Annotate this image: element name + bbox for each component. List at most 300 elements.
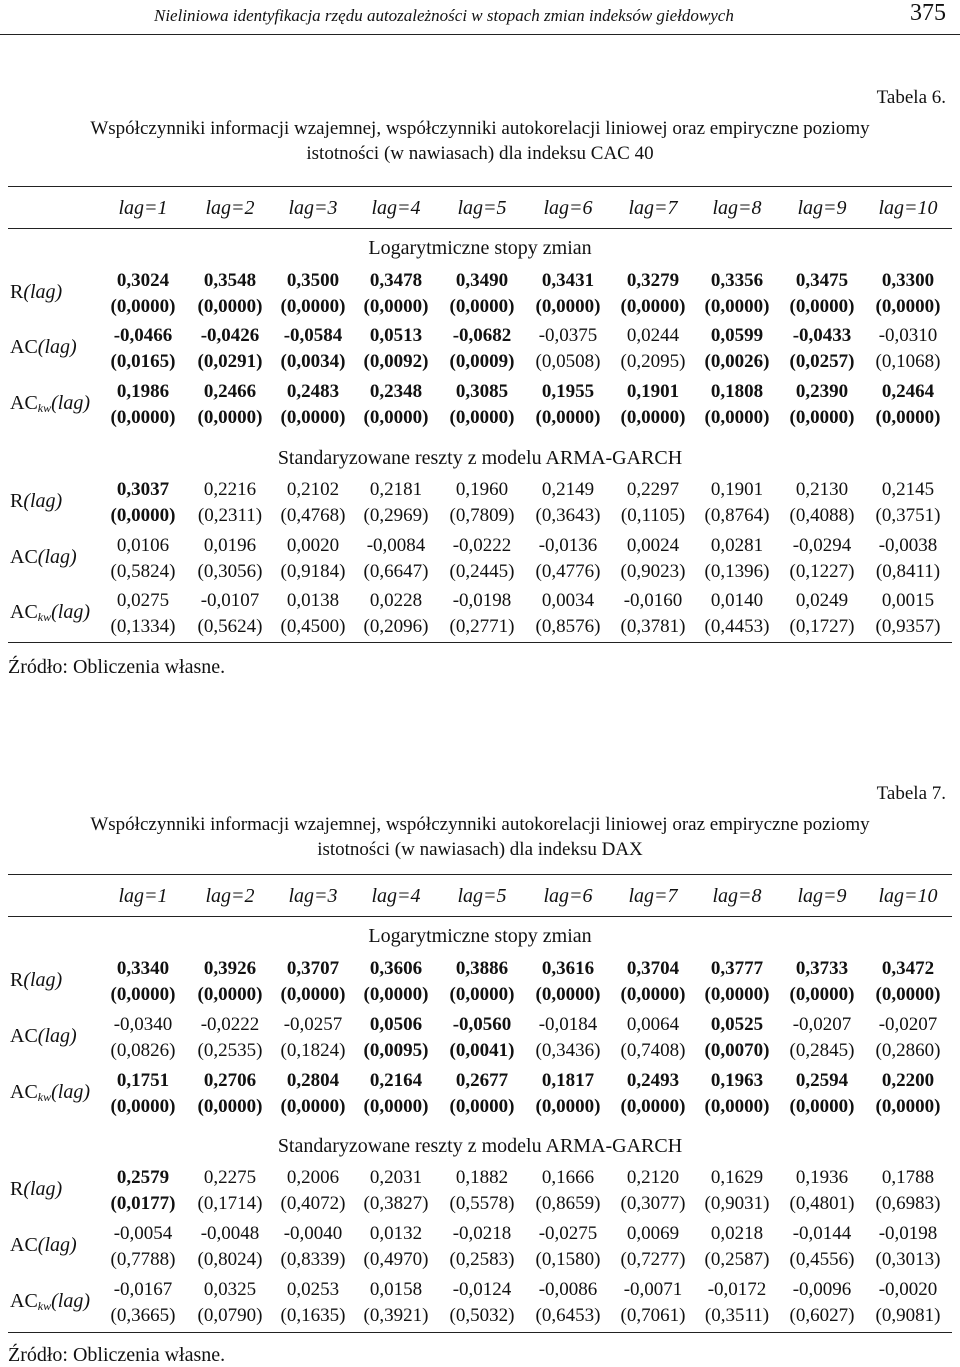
section-title: Logarytmiczne stopy zmian [368, 925, 592, 947]
row-label-argument: (lag) [23, 490, 63, 512]
p-value-cell: (0,0000) [535, 296, 601, 317]
table-caption-line: istotności (w nawiasach) dla indeksu DAX [317, 839, 643, 860]
row-label [10, 546, 77, 569]
lag-header-cell: lag=10 [878, 197, 938, 219]
coefficient-cell: -0,0184 [538, 1014, 598, 1035]
p-value-cell: (0,0826) [110, 1040, 176, 1061]
coefficient-cell: -0,0207 [878, 1014, 938, 1035]
row-label-subscript: kw [37, 1090, 52, 1104]
coefficient-cell: -0,0172 [707, 1279, 767, 1300]
row-label [10, 1290, 90, 1314]
p-value-cell: (0,0000) [535, 984, 601, 1005]
coefficient-cell: 0,0138 [286, 590, 340, 611]
p-value-cell: (0,3077) [620, 1193, 686, 1214]
coefficient-cell: 0,0034 [541, 590, 595, 611]
row-label-symbol: R [10, 490, 24, 512]
p-value-cell: (0,0000) [620, 296, 686, 317]
coefficient-cell: 0,3886 [455, 958, 509, 979]
p-value-cell: (0,0034) [280, 351, 346, 372]
p-value-cell: (0,0165) [110, 351, 176, 372]
p-value-cell: (0,0026) [704, 351, 770, 372]
coefficient-cell: -0,0198 [452, 590, 512, 611]
coefficient-cell: -0,0144 [792, 1223, 852, 1244]
row-label-argument: (lag) [37, 546, 77, 568]
coefficient-cell: 0,1901 [626, 381, 680, 402]
p-value-cell: (0,7788) [110, 1249, 176, 1270]
row-label-argument: (lag) [23, 969, 63, 991]
row-label [10, 601, 90, 625]
p-value-cell: (0,0257) [789, 351, 855, 372]
p-value-cell: (0,3827) [363, 1193, 429, 1214]
coefficient-cell: 0,0325 [203, 1279, 257, 1300]
table-rule [8, 874, 952, 875]
coefficient-cell: 0,2216 [203, 479, 257, 500]
p-value-cell: (0,0000) [110, 407, 176, 428]
row-label-argument: (lag) [37, 336, 77, 358]
coefficient-cell: 0,2348 [369, 381, 423, 402]
p-value-cell: (0,5578) [449, 1193, 515, 1214]
coefficient-cell: 0,0281 [710, 535, 764, 556]
coefficient-cell: 0,1629 [710, 1167, 764, 1188]
coefficient-cell: 0,3024 [116, 270, 170, 291]
p-value-cell: (0,4776) [535, 561, 601, 582]
coefficient-cell: -0,0466 [113, 325, 173, 346]
coefficient-cell: -0,0222 [200, 1014, 260, 1035]
p-value-cell: (0,4072) [280, 1193, 346, 1214]
p-value-cell: (0,0000) [280, 296, 346, 317]
p-value-cell: (0,1396) [704, 561, 770, 582]
coefficient-cell: -0,0294 [792, 535, 852, 556]
p-value-cell: (0,0790) [197, 1305, 263, 1326]
coefficient-cell: 0,2804 [286, 1070, 340, 1091]
coefficient-cell: 0,2297 [626, 479, 680, 500]
p-value-cell: (0,0000) [535, 407, 601, 428]
p-value-cell: (0,0000) [110, 296, 176, 317]
p-value-cell: (0,8764) [704, 505, 770, 526]
p-value-cell: (0,0000) [704, 1096, 770, 1117]
p-value-cell: (0,2311) [197, 505, 263, 526]
coefficient-cell: 0,0253 [286, 1279, 340, 1300]
page-number: 375 [910, 0, 946, 26]
p-value-cell: (0,2860) [875, 1040, 941, 1061]
coefficient-cell: 0,1882 [455, 1167, 509, 1188]
p-value-cell: (0,0000) [363, 296, 429, 317]
lag-header-cell: lag=8 [712, 197, 762, 219]
coefficient-cell: 0,2102 [286, 479, 340, 500]
p-value-cell: (0,9184) [280, 561, 346, 582]
p-value-cell: (0,0000) [363, 1096, 429, 1117]
p-value-cell: (0,0000) [789, 1096, 855, 1117]
row-label-symbol: AC [10, 601, 38, 623]
coefficient-cell: 0,2031 [369, 1167, 423, 1188]
coefficient-cell: 0,3478 [369, 270, 423, 291]
p-value-cell: (0,4088) [789, 505, 855, 526]
coefficient-cell: -0,0020 [878, 1279, 938, 1300]
p-value-cell: (0,0000) [620, 1096, 686, 1117]
coefficient-cell: -0,0071 [623, 1279, 683, 1300]
row-label-subscript: kw [37, 1299, 52, 1313]
p-value-cell: (0,0000) [875, 984, 941, 1005]
p-value-cell: (0,0000) [280, 984, 346, 1005]
coefficient-cell: -0,0136 [538, 535, 598, 556]
coefficient-cell: -0,0048 [200, 1223, 260, 1244]
coefficient-cell: 0,0015 [881, 590, 935, 611]
coefficient-cell: 0,2149 [541, 479, 595, 500]
lag-header-cell: lag=1 [118, 197, 168, 219]
p-value-cell: (0,1635) [280, 1305, 346, 1326]
p-value-cell: (0,7277) [620, 1249, 686, 1270]
coefficient-cell: 0,0275 [116, 590, 170, 611]
coefficient-cell: -0,0218 [452, 1223, 512, 1244]
p-value-cell: (0,7061) [620, 1305, 686, 1326]
table-rule [8, 228, 952, 229]
p-value-cell: (0,0000) [875, 407, 941, 428]
lag-header-cell: lag=10 [878, 885, 938, 907]
coefficient-cell: 0,2275 [203, 1167, 257, 1188]
table-number: Tabela 7. [876, 783, 946, 804]
coefficient-cell: 0,1788 [881, 1167, 935, 1188]
p-value-cell: (0,8576) [535, 616, 601, 637]
row-label-symbol: AC [10, 1290, 38, 1312]
p-value-cell: (0,0000) [620, 984, 686, 1005]
lag-header-cell: lag=4 [371, 885, 421, 907]
p-value-cell: (0,3665) [110, 1305, 176, 1326]
lag-header-cell: lag=5 [457, 885, 507, 907]
p-value-cell: (0,2445) [449, 561, 515, 582]
p-value-cell: (0,0000) [535, 1096, 601, 1117]
section-title: Standaryzowane reszty z modelu ARMA-GARCH [277, 1135, 683, 1157]
coefficient-cell: -0,0560 [452, 1014, 512, 1035]
p-value-cell: (0,0000) [449, 296, 515, 317]
p-value-cell: (0,0000) [197, 296, 263, 317]
coefficient-cell: -0,0375 [538, 325, 598, 346]
coefficient-cell: -0,0222 [452, 535, 512, 556]
p-value-cell: (0,6453) [535, 1305, 601, 1326]
row-label [10, 336, 77, 359]
coefficient-cell: 0,3548 [203, 270, 257, 291]
p-value-cell: (0,0000) [704, 407, 770, 428]
coefficient-cell: 0,3340 [116, 958, 170, 979]
p-value-cell: (0,4500) [280, 616, 346, 637]
coefficient-cell: 0,1963 [710, 1070, 764, 1091]
coefficient-cell: 0,1808 [710, 381, 764, 402]
coefficient-cell: 0,0069 [626, 1223, 680, 1244]
row-label-symbol: R [10, 969, 24, 991]
p-value-cell: (0,0070) [704, 1040, 770, 1061]
p-value-cell: (0,0000) [280, 1096, 346, 1117]
row-label-subscript: kw [37, 401, 52, 415]
section-title: Standaryzowane reszty z modelu ARMA-GARCH [277, 447, 683, 469]
coefficient-cell: 0,1960 [455, 479, 509, 500]
p-value-cell: (0,4768) [280, 505, 346, 526]
coefficient-cell: 0,3704 [626, 958, 680, 979]
p-value-cell: (0,0000) [363, 984, 429, 1005]
row-label-argument: (lag) [51, 601, 91, 623]
coefficient-cell: -0,0096 [792, 1279, 852, 1300]
coefficient-cell: 0,3279 [626, 270, 680, 291]
p-value-cell: (0,8024) [197, 1249, 263, 1270]
row-label-argument: (lag) [51, 392, 91, 414]
coefficient-cell: 0,2006 [286, 1167, 340, 1188]
coefficient-cell: -0,0310 [878, 325, 938, 346]
coefficient-cell: -0,0257 [283, 1014, 343, 1035]
coefficient-cell: 0,3707 [286, 958, 340, 979]
p-value-cell: (0,0000) [110, 1096, 176, 1117]
coefficient-cell: -0,0084 [366, 535, 426, 556]
coefficient-cell: 0,0140 [710, 590, 764, 611]
p-value-cell: (0,5624) [197, 616, 263, 637]
row-label-argument: (lag) [37, 1025, 77, 1047]
coefficient-cell: 0,2706 [203, 1070, 257, 1091]
coefficient-cell: 0,2164 [369, 1070, 423, 1091]
coefficient-cell: 0,0249 [795, 590, 849, 611]
p-value-cell: (0,1714) [197, 1193, 263, 1214]
row-label-symbol: R [10, 281, 24, 303]
p-value-cell: (0,0000) [789, 984, 855, 1005]
coefficient-cell: 0,1817 [541, 1070, 595, 1091]
p-value-cell: (0,0000) [197, 407, 263, 428]
coefficient-cell: 0,2466 [203, 381, 257, 402]
coefficient-cell: -0,0682 [452, 325, 512, 346]
p-value-cell: (0,0000) [449, 984, 515, 1005]
row-label [10, 969, 62, 992]
p-value-cell: (0,1105) [620, 505, 686, 526]
coefficient-cell: 0,3606 [369, 958, 423, 979]
coefficient-cell: -0,0275 [538, 1223, 598, 1244]
p-value-cell: (0,4801) [789, 1193, 855, 1214]
lag-header-cell: lag=6 [543, 197, 593, 219]
coefficient-cell: 0,1901 [710, 479, 764, 500]
coefficient-cell: 0,2181 [369, 479, 423, 500]
table-source-note: Źródło: Obliczenia własne. [8, 1344, 226, 1366]
coefficient-cell: 0,0506 [369, 1014, 423, 1035]
p-value-cell: (0,3436) [535, 1040, 601, 1061]
p-value-cell: (0,0000) [449, 407, 515, 428]
table-caption-line: Współczynniki informacji wzajemnej, współczynniki autokorelacji liniowej oraz empiryczne poziomy [90, 118, 870, 139]
table-rule [8, 1332, 952, 1333]
coefficient-cell: -0,0124 [452, 1279, 512, 1300]
coefficient-cell: 0,0525 [710, 1014, 764, 1035]
coefficient-cell: 0,0218 [710, 1223, 764, 1244]
section-title: Logarytmiczne stopy zmian [368, 237, 592, 259]
row-label-argument: (lag) [23, 281, 63, 303]
p-value-cell: (0,0092) [363, 351, 429, 372]
coefficient-cell: 0,3085 [455, 381, 509, 402]
coefficient-cell: 0,0106 [116, 535, 170, 556]
p-value-cell: (0,1580) [535, 1249, 601, 1270]
p-value-cell: (0,2096) [363, 616, 429, 637]
coefficient-cell: 0,3037 [116, 479, 170, 500]
lag-header-cell: lag=3 [288, 885, 338, 907]
p-value-cell: (0,0000) [704, 296, 770, 317]
row-label-symbol: AC [10, 1025, 38, 1047]
row-label-symbol: AC [10, 546, 38, 568]
p-value-cell: (0,4453) [704, 616, 770, 637]
coefficient-cell: 0,3300 [881, 270, 935, 291]
coefficient-cell: 0,3472 [881, 958, 935, 979]
coefficient-cell: -0,0584 [283, 325, 343, 346]
p-value-cell: (0,1068) [875, 351, 941, 372]
p-value-cell: (0,0291) [197, 351, 263, 372]
coefficient-cell: -0,0340 [113, 1014, 173, 1035]
coefficient-cell: 0,0228 [369, 590, 423, 611]
coefficient-cell: 0,2145 [881, 479, 935, 500]
coefficient-cell: 0,1936 [795, 1167, 849, 1188]
p-value-cell: (0,0000) [789, 407, 855, 428]
row-label [10, 392, 90, 416]
table-number: Tabela 6. [876, 87, 946, 108]
p-value-cell: (0,0000) [197, 984, 263, 1005]
p-value-cell: (0,5032) [449, 1305, 515, 1326]
coefficient-cell: -0,0198 [878, 1223, 938, 1244]
p-value-cell: (0,0041) [449, 1040, 515, 1061]
p-value-cell: (0,0000) [620, 407, 686, 428]
coefficient-cell: 0,0158 [369, 1279, 423, 1300]
p-value-cell: (0,0095) [363, 1040, 429, 1061]
p-value-cell: (0,8339) [280, 1249, 346, 1270]
p-value-cell: (0,2095) [620, 351, 686, 372]
p-value-cell: (0,3013) [875, 1249, 941, 1270]
lag-header-cell: lag=2 [205, 885, 255, 907]
coefficient-cell: 0,3475 [795, 270, 849, 291]
lag-header-cell: lag=9 [797, 885, 847, 907]
coefficient-cell: 0,2390 [795, 381, 849, 402]
p-value-cell: (0,0009) [449, 351, 515, 372]
table-rule [8, 642, 952, 643]
header-rule [0, 34, 960, 35]
coefficient-cell: 0,3431 [541, 270, 595, 291]
coefficient-cell: 0,2464 [881, 381, 935, 402]
p-value-cell: (0,0000) [110, 505, 176, 526]
coefficient-cell: -0,0167 [113, 1279, 173, 1300]
p-value-cell: (0,0000) [875, 296, 941, 317]
lag-header-cell: lag=4 [371, 197, 421, 219]
coefficient-cell: 0,3500 [286, 270, 340, 291]
lag-header-cell: lag=1 [118, 885, 168, 907]
row-label-argument: (lag) [37, 1234, 77, 1256]
row-label [10, 281, 62, 304]
p-value-cell: (0,0000) [789, 296, 855, 317]
p-value-cell: (0,6647) [363, 561, 429, 582]
coefficient-cell: 0,1955 [541, 381, 595, 402]
table-caption-line: Współczynniki informacji wzajemnej, współczynniki autokorelacji liniowej oraz empiryczne poziomy [90, 814, 870, 835]
coefficient-cell: 0,3616 [541, 958, 595, 979]
coefficient-cell: 0,0024 [626, 535, 680, 556]
p-value-cell: (0,0000) [280, 407, 346, 428]
p-value-cell: (0,0000) [704, 984, 770, 1005]
coefficient-cell: 0,2677 [455, 1070, 509, 1091]
p-value-cell: (0,0508) [535, 351, 601, 372]
coefficient-cell: -0,0040 [283, 1223, 343, 1244]
coefficient-cell: 0,1751 [116, 1070, 170, 1091]
row-label-subscript: kw [37, 610, 52, 624]
row-label [10, 1178, 62, 1201]
p-value-cell: (0,2583) [449, 1249, 515, 1270]
p-value-cell: (0,3511) [704, 1305, 770, 1326]
running-header [0, 0, 960, 34]
row-label [10, 1234, 77, 1257]
coefficient-cell: 0,2483 [286, 381, 340, 402]
coefficient-cell: 0,3733 [795, 958, 849, 979]
lag-header-cell: lag=7 [628, 197, 678, 219]
row-label-argument: (lag) [51, 1290, 91, 1312]
p-value-cell: (0,2771) [449, 616, 515, 637]
row-label-symbol: AC [10, 1234, 38, 1256]
row-label-symbol: AC [10, 336, 38, 358]
row-label-argument: (lag) [51, 1081, 91, 1103]
p-value-cell: (0,6027) [789, 1305, 855, 1326]
lag-header-cell: lag=2 [205, 197, 255, 219]
p-value-cell: (0,2969) [363, 505, 429, 526]
p-value-cell: (0,9023) [620, 561, 686, 582]
coefficient-cell: -0,0107 [200, 590, 260, 611]
p-value-cell: (0,9357) [875, 616, 941, 637]
coefficient-cell: 0,0513 [369, 325, 423, 346]
coefficient-cell: 0,2200 [881, 1070, 935, 1091]
p-value-cell: (0,3751) [875, 505, 941, 526]
p-value-cell: (0,2845) [789, 1040, 855, 1061]
p-value-cell: (0,4970) [363, 1249, 429, 1270]
p-value-cell: (0,2587) [704, 1249, 770, 1270]
coefficient-cell: -0,0433 [792, 325, 852, 346]
p-value-cell: (0,0000) [875, 1096, 941, 1117]
coefficient-cell: -0,0086 [538, 1279, 598, 1300]
row-label-symbol: AC [10, 1081, 38, 1103]
coefficient-cell: -0,0038 [878, 535, 938, 556]
coefficient-cell: 0,1986 [116, 381, 170, 402]
lag-header-cell: lag=9 [797, 197, 847, 219]
coefficient-cell: 0,2594 [795, 1070, 849, 1091]
coefficient-cell: 0,0244 [626, 325, 680, 346]
p-value-cell: (0,0000) [449, 1096, 515, 1117]
coefficient-cell: 0,2493 [626, 1070, 680, 1091]
p-value-cell: (0,0000) [363, 407, 429, 428]
coefficient-cell: -0,0426 [200, 325, 260, 346]
p-value-cell: (0,7809) [449, 505, 515, 526]
coefficient-cell: 0,0020 [286, 535, 340, 556]
row-label [10, 490, 62, 513]
p-value-cell: (0,3921) [363, 1305, 429, 1326]
coefficient-cell: 0,2579 [116, 1167, 170, 1188]
coefficient-cell: -0,0160 [623, 590, 683, 611]
p-value-cell: (0,1824) [280, 1040, 346, 1061]
p-value-cell: (0,3643) [535, 505, 601, 526]
row-label [10, 1025, 77, 1048]
coefficient-cell: 0,0599 [710, 325, 764, 346]
p-value-cell: (0,5824) [110, 561, 176, 582]
p-value-cell: (0,0000) [110, 984, 176, 1005]
coefficient-cell: 0,0132 [369, 1223, 423, 1244]
p-value-cell: (0,9031) [704, 1193, 770, 1214]
coefficient-cell: 0,3490 [455, 270, 509, 291]
lag-header-cell: lag=5 [457, 197, 507, 219]
lag-header-cell: lag=6 [543, 885, 593, 907]
p-value-cell: (0,3056) [197, 561, 263, 582]
p-value-cell: (0,1227) [789, 561, 855, 582]
coefficient-cell: 0,2130 [795, 479, 849, 500]
p-value-cell: (0,3781) [620, 616, 686, 637]
coefficient-cell: 0,3777 [710, 958, 764, 979]
coefficient-cell: 0,1666 [541, 1167, 595, 1188]
p-value-cell: (0,4556) [789, 1249, 855, 1270]
lag-header-cell: lag=8 [712, 885, 762, 907]
p-value-cell: (0,1334) [110, 616, 176, 637]
p-value-cell: (0,1727) [789, 616, 855, 637]
lag-header-cell: lag=7 [628, 885, 678, 907]
p-value-cell: (0,0000) [197, 1096, 263, 1117]
running-title: Nieliniowa identyfikacja rzędu autozależności w stopach zmian indeksów giełdowych [154, 6, 734, 25]
coefficient-cell: -0,0054 [113, 1223, 173, 1244]
